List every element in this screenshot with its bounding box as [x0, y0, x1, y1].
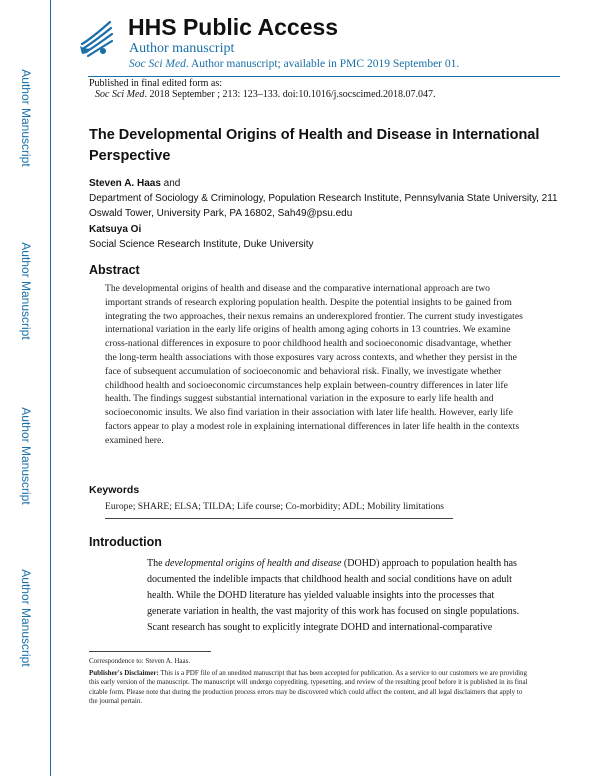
introduction-heading: Introduction — [89, 535, 162, 549]
author-suffix: and — [160, 178, 181, 189]
hhs-public-access-title: HHS Public Access — [128, 14, 339, 40]
side-label-author-manuscript: Author Manuscript — [19, 69, 33, 167]
disclaimer-label: Publisher's Disclaimer: — [89, 669, 159, 677]
citation — [95, 89, 436, 100]
author-affiliation: Social Science Research Institute, Duke University — [89, 239, 314, 250]
article-title: The Developmental Origins of Health and Disease in International Perspective — [89, 127, 540, 164]
footnote-rule — [89, 651, 211, 652]
author-name — [89, 178, 180, 189]
intro-body: (DOHD) approach to population health has documented the indelible impacts that childhood health and social conditions have on adult health. While the DOHD literature has yielded valuable insights into the processes that generate variation in health, the vast majority of this work has focused on single populations. Scant research has sought to explicitly integrate DOHD and international-comparative — [147, 558, 520, 633]
introduction-text — [147, 556, 525, 636]
abstract-heading: Abstract — [89, 263, 140, 277]
side-label-author-manuscript: Author Manuscript — [19, 569, 33, 667]
intro-term: developmental origins of health and disease — [165, 558, 342, 569]
availability-text: . Author manuscript; available in PMC 2019 September 01. — [185, 58, 460, 70]
correspondence-note: Correspondence to: Steven A. Haas. — [89, 657, 191, 665]
keywords-text: Europe; SHARE; ELSA; TILDA; Life course; Co-morbidity; ADL; Mobility limitations — [105, 501, 445, 512]
side-label-author-manuscript: Author Manuscript — [19, 407, 33, 505]
published-label: Published in final edited form as: — [89, 78, 223, 89]
journal-abbrev: Soc Sci Med — [129, 58, 186, 70]
intro-lead: The — [147, 558, 166, 569]
publisher-disclaimer — [89, 669, 529, 706]
margin-rule — [50, 0, 51, 776]
hhs-eagle-logo-icon — [76, 14, 116, 60]
availability-line — [129, 58, 459, 70]
author-affiliation: Department of Sociology & Criminology, Population Research Institute, Pennsylvania State University, 211 Oswald Tower, University Park, PA 16802, Sah49@psu.edu — [89, 193, 558, 219]
citation-journal: Soc Sci Med — [95, 89, 145, 100]
author-manuscript-label: Author manuscript — [129, 41, 235, 56]
keywords-rule — [105, 518, 453, 519]
citation-details: . 2018 September ; 213: 123–133. doi:10.1016/j.socscimed.2018.07.047. — [144, 89, 436, 100]
header-rule — [88, 76, 560, 77]
author-name-text: Steven A. Haas — [89, 178, 161, 189]
side-label-author-manuscript: Author Manuscript — [19, 242, 33, 340]
disclaimer-text: This is a PDF file of an unedited manuscript that has been accepted for publication. As a service to our customers we are providing this early version of the manuscript. The manuscript will undergo copyediting, typesetting, and review of the resulting proof before it is published in its final citable form. Please note that during the production process errors may be discovered which could affect the content, and all legal disclaimers that apply to the journal pertain. — [89, 669, 528, 705]
abstract-text: The developmental origins of health and disease and the comparative international approach are two important strands of research exploring population health. Despite the potential insights to be gained from integrating the two approaches, their nexus remains an underexplored frontier. The current study investigates international variation in the early life origins of health among aging cohorts in 13 countries. We examine cross-national differences in exposure to poor childhood health and socioeconomic disadvantage, whether the long-term health associations with those exposures vary across contexts, and whether they persist in the face of subsequent accumulation of socioeconomic and behavioral risk. Finally, we investigate whether childhood health and socioeconomic circumstances help explain between-country differences in later life health. The findings suggest substantial international variation in the exposure to early life health and socioeconomic insults. We also find variation in their association with later life health. However, early life factors appear to play a modest role in explaining international differences in later life health in the contexts examined here. — [105, 283, 523, 446]
author-name-text: Katsuya Oi — [89, 224, 142, 235]
author-name — [89, 224, 141, 235]
keywords-heading: Keywords — [89, 484, 140, 496]
